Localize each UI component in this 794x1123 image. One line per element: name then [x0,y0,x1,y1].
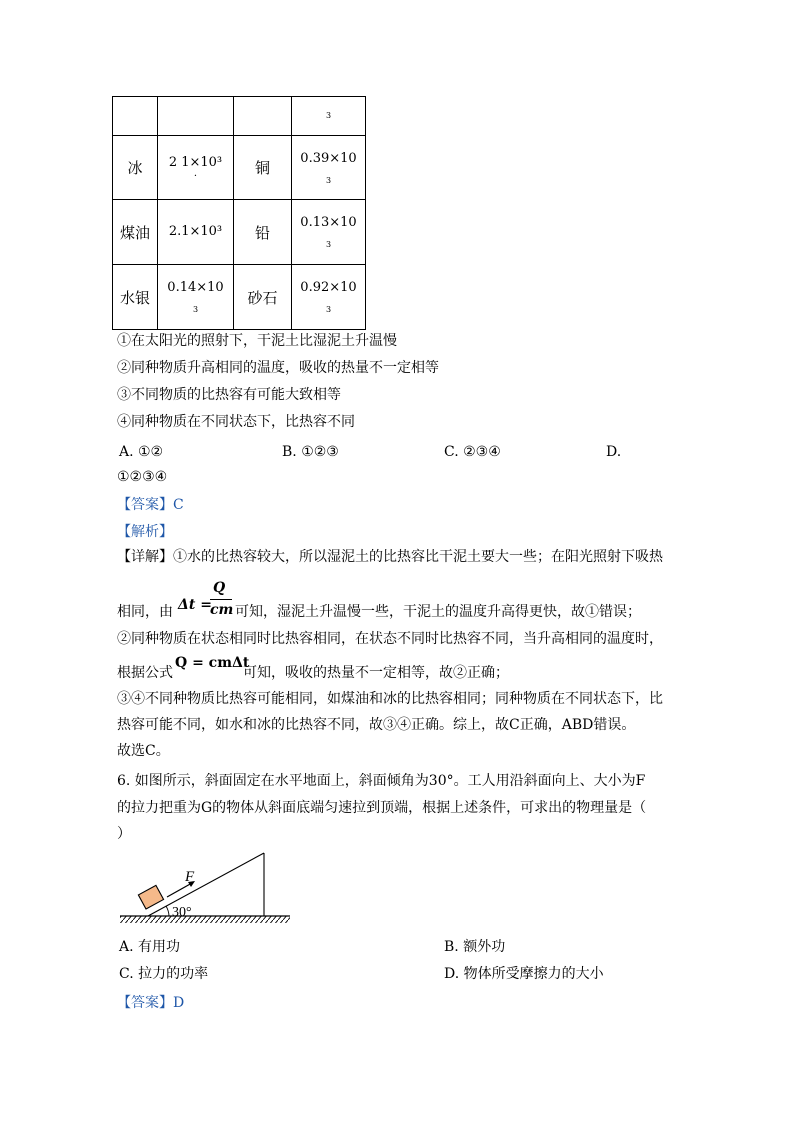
statement-4: ④同种物质在不同状态下，比热容不同 [117,414,355,430]
exponent-text: 3 [325,111,332,120]
table-cell [113,200,158,265]
table-cell [113,136,158,200]
option-c: C. ②③④ [444,444,501,460]
question-6-line-1: 6. 如图所示，斜面固定在水平地面上，斜面倾角为30°。工人用沿斜面向上、大小为F [117,773,646,789]
table-cell [292,200,366,265]
exponent-text: 3 [325,305,332,314]
table-cell [292,265,366,330]
q6-option-d: D. 物体所受摩擦力的大小 [444,966,604,982]
block [138,885,163,909]
option-a: A. ①② [119,444,164,460]
heat-value: 0.92×10 [300,280,357,295]
table-row [113,265,366,330]
statement-2: ②同种物质升高相同的温度，吸收的热量不一定相等 [117,360,439,376]
option-d-continued: ①②③④ [117,469,168,485]
detail-line-2-suffix: 可知，湿泥土升温慢一些，干泥土的温度升高得更快，故①错误； [235,604,641,620]
statement-1: ①在太阳光的照射下，干泥土比湿泥土升温慢 [117,333,397,349]
exponent-text: 3 [192,305,199,314]
table-cell [158,136,234,200]
detail-line-4-suffix: 可知，吸收的热量不一定相等，故②正确； [243,665,509,681]
formula-lhs: Δt = [178,597,212,613]
heat-value: 2.1×10³ [168,224,223,239]
detail-line-2-prefix: 相同，由 [117,604,173,620]
table-cell [234,136,292,200]
q6-option-c: C. 拉力的功率 [119,966,209,982]
question-6-line-2: 的拉力把重为G的物体从斜面底端匀速拉到顶端，根据上述条件，可求出的物理量是（ [117,800,647,816]
detail-line-3: ②同种物质在状态相同时比热容相同，在状态不同时比热容不同，当升高相同的温度时， [117,631,663,647]
table-cell [234,97,292,136]
table-cell [292,97,366,136]
formula-numerator: Q [213,580,226,596]
table-cell [158,265,234,330]
detail-line-6: 热容可能不同，如水和冰的比热容不同，故③④正确。综上，故C正确，ABD错误。 [117,717,636,733]
dot-mark: · [193,170,198,182]
heat-value: 0.13×10 [300,215,357,230]
ground-hatch [120,916,290,923]
incline-diagram [118,848,298,928]
substance-label: 砂石 [247,288,278,307]
analysis-label: 【解析】 [117,524,173,540]
force-label: F [185,869,195,885]
q6-option-b: B. 额外功 [444,939,506,955]
angle-arc [166,906,169,916]
heat-value: 0.39×10 [300,150,357,166]
substance-label: 水银 [119,288,150,307]
substance-label: 铅 [254,223,270,242]
table-row [113,97,366,136]
option-b: B. ①②③ [282,444,339,460]
q6-option-a: A. 有用功 [119,939,181,955]
formula-denominator: cm [210,602,234,618]
formula-q-cm-dt: Q = cmΔt [175,655,250,671]
table-cell [292,136,366,200]
detail-line-4-prefix: 根据公式 [117,665,173,681]
heat-value: 2 1×10³ [168,154,223,170]
q6-answer-label: 【答案】D [117,995,185,1011]
incline-surface [148,853,264,916]
table-cell [113,265,158,330]
exponent-text: 3 [325,240,332,249]
detail-line-7: 故选C。 [117,743,170,759]
statement-3: ③不同物质的比热容有可能大致相等 [117,387,341,403]
force-arrow [167,883,192,897]
answer-label: 【答案】C [117,497,184,513]
table-cell [158,200,234,265]
question-6-line-3: ） [117,826,131,842]
table-row [113,200,366,265]
table-cell [158,97,234,136]
substance-label: 煤油 [119,223,150,242]
angle-label: 30° [172,905,192,920]
option-d: D. [606,444,622,460]
detail-line-1: 【详解】①水的比热容较大，所以湿泥土的比热容比干泥土要大一些；在阳光照射下吸热 [117,549,663,565]
substance-label: 铜 [254,159,270,177]
table-row [113,136,366,200]
table-cell [113,97,158,136]
heat-value: 0.14×10 [167,280,224,295]
fraction-bar [210,599,232,600]
table-cell [234,200,292,265]
detail-line-5: ③④不同种物质比热容可能相同，如煤油和冰的比热容相同；同种物质在不同状态下，比 [117,691,663,707]
table-cell [234,265,292,330]
substance-label: 冰 [127,159,143,177]
exponent-text: 3 [325,175,332,185]
specific-heat-table [112,96,366,330]
